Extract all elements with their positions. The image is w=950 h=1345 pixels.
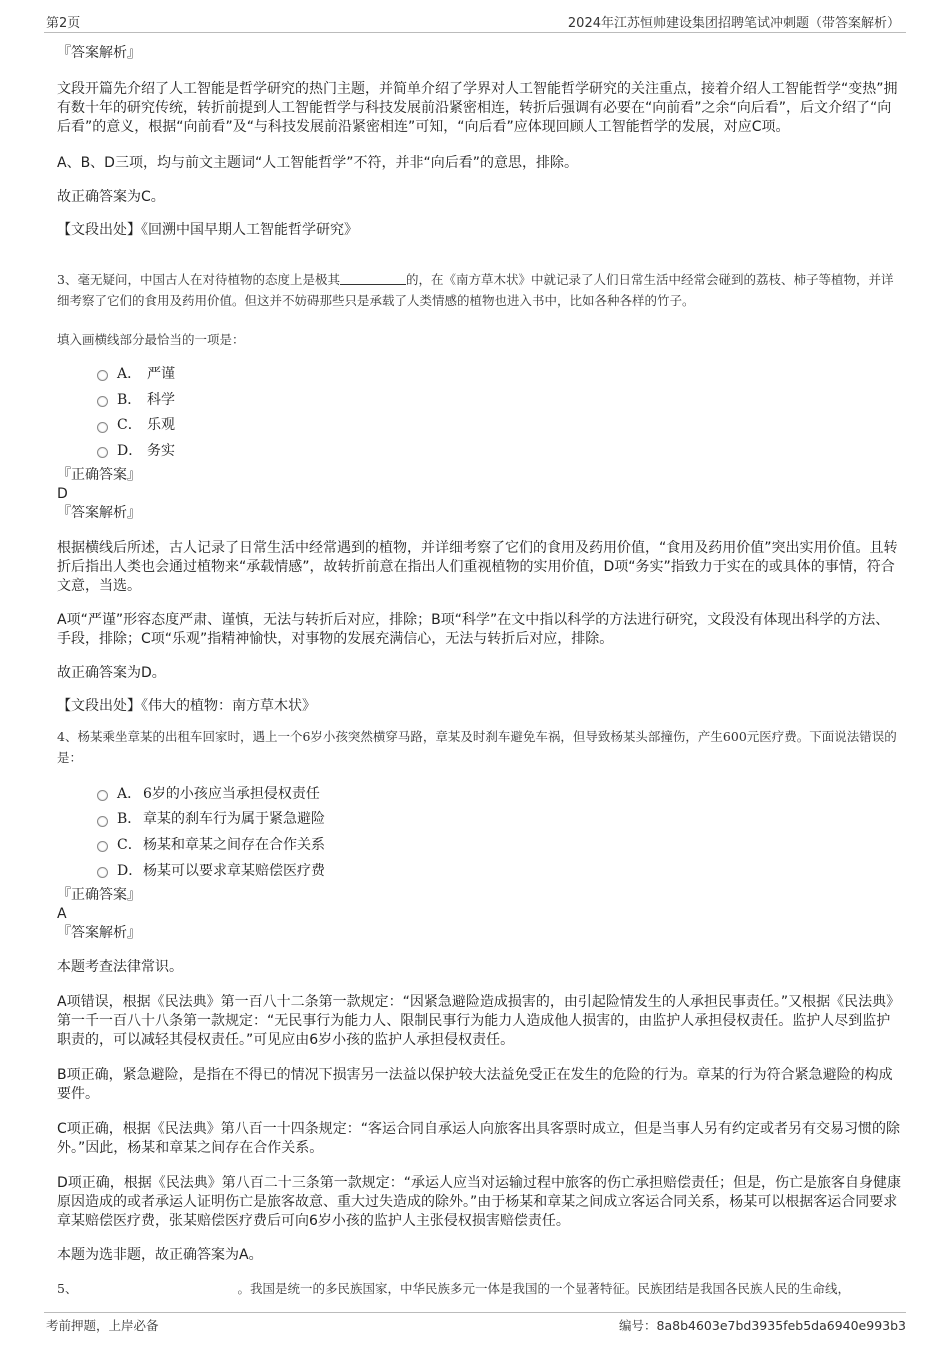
q3-prompt: 填入画横线部分最恰当的一项是：: [57, 332, 245, 347]
page-number: 第2页: [46, 16, 81, 31]
q4-options: [97, 781, 902, 884]
q4-correct-label: 『正确答案』: [57, 886, 141, 903]
q4-option-a[interactable]: A． 6岁的小孩应当承担侵权责任: [97, 781, 902, 807]
page-footer: [44, 1312, 906, 1335]
q3-option-d[interactable]: D． 务实: [97, 438, 902, 464]
q3-analysis-para2: A项“严谨”形容态度严肃、谨慎，无法与转折后对应，排除；B项“科学”在文中指以科学的方法进行研究，文段没有体现出科学的方法、手段，排除；C项“乐观”指精神愉快，对事物的发展充满信心，无法与转折后对应，排除。: [57, 611, 890, 647]
q3-stem-line2: 物，并详细考察了它们的食用及药用价值。但这并不妨碍那些只是承载了人类情感的植物也进入书中，比如各种各样的竹子。: [57, 272, 894, 308]
q4-option-c[interactable]: C． 杨某和章某之间存在合作关系: [97, 832, 902, 858]
q3-analysis-para1: 根据横线后所述，古人记录了日常生活中经常遇到的植物，并详细考察了它们的食用及药用价值，“食用及药用价值”突出实用价值。且转折后指出人类也会通过植物来“承载情感”，故转折前意在指出人们重视植物的实用价值，D项“务实”指致力于实在的或具体的事情，符合文意，当选。: [57, 539, 898, 594]
q2-analysis-label: 『答案解析』: [57, 45, 141, 61]
page-content: [57, 44, 902, 1299]
q4-analysis-intro: 本题考查法律常识。: [57, 958, 183, 975]
q3-source: 【文段出处】《伟大的植物：南方草木状》: [57, 697, 316, 714]
q3-options: [97, 361, 902, 464]
radio-icon[interactable]: [97, 370, 108, 381]
q4-analysis-b: B项正确，紧急避险，是指在不得已的情况下损害另一法益以保护较大法益免受正在发生的危险的行为。章某的行为符合紧急避险的构成要件。: [57, 1066, 893, 1102]
q3-analysis-label: 『答案解析』: [57, 504, 141, 521]
q4-answer-conclusion: 本题为选非题，故正确答案为A。: [57, 1246, 263, 1263]
q3-option-c[interactable]: C． 乐观: [97, 412, 902, 438]
q3-option-a[interactable]: A． 严谨: [97, 361, 902, 387]
q2-source: 【文段出处】《回溯中国早期人工智能哲学研究》: [57, 222, 358, 238]
footer-doc-id: 编号：8a8b4603e7bd3935feb5da6940e993b3: [619, 1318, 906, 1333]
q4-analysis-a: A项错误，根据《民法典》第一百八十二条第一款规定：“因紧急避险造成损害的，由引起险情发生的人承担民事责任。”又根据《民法典》第一千一百八十八条第一款规定：“无民事行为能力人、限制民事行为能力人造成他人损害的，由监护人承担侵权责任。监护人尽到监护职责的，可以减轻其侵权责任。”可见应由6岁小孩的监护人承担侵权责任。: [57, 993, 901, 1048]
q2-analysis-para1: 文段开篇先介绍了人工智能是哲学研究的热门主题，并简单介绍了学界对人工智能哲学研究的关注重点，接着介绍人工智能哲学“变热”拥有数十年的研究传统，转折前提到人工智能哲学与科技发展前沿紧密相连，转折后强调有必要在“向前看”之余“向后看”，后文介绍了“向后看”的意义，根据“向前看”及“与科技发展前沿紧密相连”可知，“向后看”应体现回顾人工智能哲学的发展，对应C项。: [57, 81, 898, 135]
radio-icon[interactable]: [97, 422, 108, 433]
radio-icon[interactable]: [97, 790, 108, 801]
radio-icon[interactable]: [97, 816, 108, 827]
radio-icon[interactable]: [97, 396, 108, 407]
q3-answer-conclusion: 故正确答案为D。: [57, 664, 166, 681]
document-title: 2024年江苏恒帅建设集团招聘笔试冲刺题（带答案解析）: [567, 16, 900, 31]
q3-option-b[interactable]: B． 科学: [97, 387, 902, 413]
q4-stem: 4、杨某乘坐章某的出租车回家时，遇上一个6岁小孩突然横穿马路，章某及时刹车避免车祸，但导致杨某头部撞伤，产生600元医疗费。下面说法错误的是：: [57, 728, 897, 765]
page-header: [44, 10, 906, 33]
radio-icon[interactable]: [97, 867, 108, 878]
q2-answer-conclusion: 故正确答案为C。: [57, 189, 165, 205]
q3-correct-label: 『正确答案』: [57, 466, 141, 483]
q3-stem: [57, 269, 902, 311]
q5-stem: [57, 1278, 902, 1299]
q3-blank-line: [340, 272, 406, 285]
q4-analysis-d: D项正确，根据《民法典》第八百二十三条第一款规定：“承运人应当对运输过程中旅客的伤亡承担赔偿责任；但是，伤亡是旅客自身健康原因造成的或者承运人证明伤亡是旅客故意、重大过失造成的除外。”由于杨某和章某之间成立客运合同关系，杨某可以根据客运合同要求章某赔偿医疗费，张某赔偿医疗费后可向6岁小孩的监护人主张侵权损害赔偿责任。: [57, 1174, 902, 1229]
q4-analysis-c: C项正确，根据《民法典》第八百一十四条规定：“客运合同自承运人向旅客出具客票时成立，但是当事人另有约定或者另有交易习惯的除外。”因此，杨某和章某之间存在合作关系。: [57, 1120, 901, 1156]
q4-analysis-label: 『答案解析』: [57, 924, 141, 941]
q4-option-b[interactable]: B． 章某的刹车行为属于紧急避险: [97, 806, 902, 832]
radio-icon[interactable]: [97, 841, 108, 852]
q2-analysis-para2: A、B、D三项，均与前文主题词“人工智能哲学”不符，并非“向后看”的意思，排除。: [57, 155, 578, 171]
q4-correct-answer: A: [57, 905, 67, 922]
q3-stem-after: 的，在《南方草木状》中就记录了人们日常生活中经常会碰到的荔枝、柿子等植: [405, 272, 844, 287]
q5-number: 5、: [57, 1280, 78, 1296]
q4-option-d[interactable]: D． 杨某可以要求章某赔偿医疗费: [97, 858, 902, 884]
q3-correct-answer: D: [57, 485, 68, 502]
footer-slogan: 考前押题，上岸必备: [46, 1318, 159, 1333]
radio-icon[interactable]: [97, 447, 108, 458]
q3-stem-before: 3、毫无疑问，中国古人在对待植物的态度上是极其: [57, 272, 340, 287]
q5-text: 。我国是统一的多民族国家，中华民族多元一体是我国的一个显著特征。民族团结是我国各民族人民的生命线，: [237, 1280, 850, 1296]
